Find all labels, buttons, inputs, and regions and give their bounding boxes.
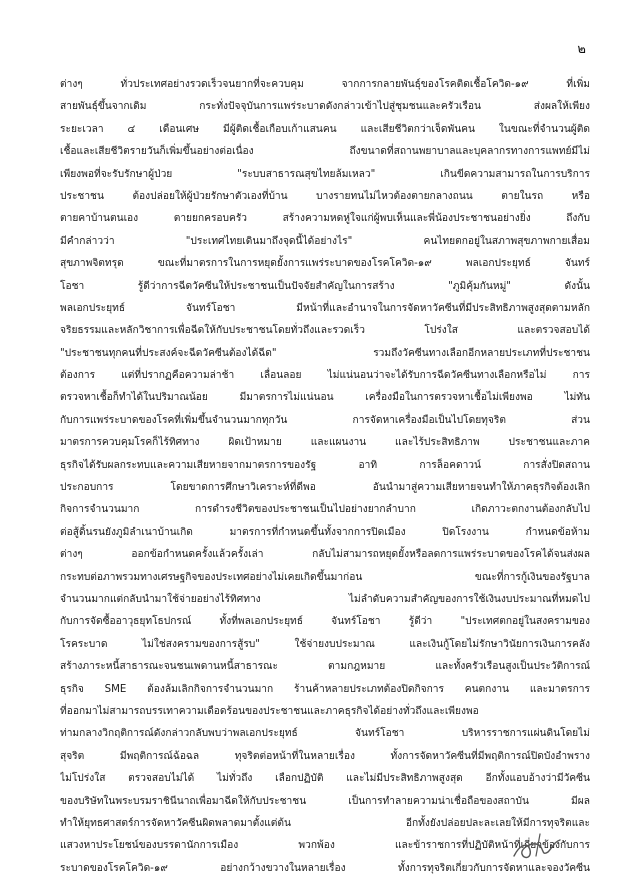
text-line: เพียงพอที่จะรับรักษาผู้ป่วย "ระบบสาธารณสุขไทยล้มเหลว" เกินขีดความสามารถในการบริการ [60,168,590,180]
text-line: ท่ามกลางวิกฤติการณ์ดังกล่าวกลับพบว่าพลเอกประยุทธ์ จันทร์โอชา บริหารราชการแผ่นดินโดยไม่ [60,728,590,740]
text-line: กิจการจำนวนมาก การดำรงชีวิตของประชาชนเป็นไปอย่างยากลำบาก เกิดภาวะตกงานต้องกลับไป [60,504,590,516]
text-line: ทำให้ยุทธศาสตร์การจัดหาวัคซีนผิดพลาดมาตั้งแต่ต้น อีกทั้งยังปล่อยปละละเลยให้มีการทุจริตและ [60,817,590,829]
text-line: กระทบต่อภาพรวมทางเศรษฐกิจของประเทศอย่างไม่เคยเกิดขึ้นมาก่อน ขณะที่การกู้เงินของรัฐบาล [60,571,590,583]
text-line: เชื้อและเสียชีวิตรายวันก็เพิ่มขึ้นอย่างต่อเนื่อง ถึงขนาดที่สถานพยาบาลและบุคลากรทางการแพทย์มีไม่ [60,146,590,158]
text-line: ของบริษัทในพระบรมราชินีนาถเพื่อมาฉีดให้กับประชาชน เป็นการทำลายความน่าเชื่อถือของสถาบัน มีผล [60,795,590,807]
text-line: ต่อสู้ดิ้นรนยังภูมิลำเนาบ้านเกิด มาตรการที่กำหนดขึ้นทั้งจากการปิดเมือง ปิดโรงงาน กำหนดข้อห้าม [60,526,590,538]
text-line: โอชา รู้ดีว่าการฉีดวัคซีนให้ประชาชนเป็นปัจจัยสำคัญในการสร้าง "ภูมิคุ้มกันหมู่" ดังนั้น [60,280,590,292]
text-line: ธุรกิจได้รับผลกระทบและความเสียหายจากมาตรการของรัฐ อาทิ การล็อคดาวน์ การสั่งปิดสถาน [60,459,590,471]
text-line: ที่ออกมาไม่สามารถบรรเทาความเดือดร้อนของประชาชนและภาคธุรกิจได้อย่างทั่วถึงและเพียงพอ [60,705,479,717]
text-line: มาตรการควบคุมโรคก็ไร้ทิศทาง ผิดเป้าหมาย และแผนงาน และไร้ประสิทธิภาพ ประชาชนและภาค [60,437,590,449]
text-line: ไม่โปร่งใส ตรวจสอบไม่ได้ ไม่ทั่วถึง เลือกปฏิบัติ และไม่มีประสิทธิภาพสูงสุด อีกทั้งแอบอ้างว่ามีวัคซีน [60,773,590,785]
text-line: ประชาชน ต้องปล่อยให้ผู้ป่วยรักษาตัวเองที่บ้าน บางรายทนไม่ไหวต้องตายกลางถนน ตายในรถ หรือ [60,190,590,202]
text-line: พลเอกประยุทธ์ จันทร์โอชา มีหน้าที่และอำนาจในการจัดหาวัคซีนที่มีประสิทธิภาพสูงสุดตามหลัก [60,302,590,314]
page-number: ๒ [577,42,586,57]
text-line: สร้างภาระหนี้สาธารณะจนชนเพดานหนี้สาธารณะ ตามกฎหมาย และทั้งครัวเรือนสูงเป็นประวัติการณ์ [60,661,590,673]
signature-mark [510,826,566,866]
text-line: ประกอบการ โดยขาดการศึกษาวิเคราะห์ที่ดีพอ อันนำมาสู่ความเสียหายจนทำให้ภาคธุรกิจต้องเลิก [60,482,590,494]
text-line: สุขภาพจิตทรุด ขณะที่มาตรการในการหยุดยั้งการแพร่ระบาดของโรคโควิด-๑๙ พลเอกประยุทธ์ จันทร์ [60,258,590,270]
text-line: กับการจัดซื้ออาวุธยุทโธปกรณ์ ทั้งที่พลเอกประยุทธ์ จันทร์โอชา รู้ดีว่า "ประเทศตกอยู่ในสงครามของ [60,616,590,628]
text-line: ต่างๆ ออกข้อกำหนดครั้งแล้วครั้งเล่า กลับไม่สามารถหยุดยั้งหรือลดการแพร่ระบาดของโรคได้จนส่งผล [60,549,590,561]
text-line: ระยะเวลา ๔ เดือนเศษ มีผู้ติดเชื้อเกือบเก้าแสนคน และเสียชีวิตกว่าเจ็ดพันคน ในขณะที่จำนวนผู้ติด [60,123,590,135]
text-line: จำนวนมากแต่กลับนำมาใช้จ่ายอย่างไร้ทิศทาง ไม่ลำดับความสำคัญของการใช้เงินงบประมาณที่หมดไป [60,593,590,605]
text-line: กับการแพร่ระบาดของโรคที่เพิ่มขึ้นจำนวนมากทุกวัน การจัดหาเครื่องมือเป็นไปโดยทุจริต ส่วน [60,414,590,426]
text-line: ธุรกิจ SME ต้องล้มเลิกกิจการจำนวนมาก ร้านค้าหลายประเภทต้องปิดกิจการ คนตกงาน และมาตรการ [60,683,590,695]
text-line: จริยธรรมและหลักวิชาการเพื่อฉีดให้กับประชาชนโดยทั่วถึงและรวดเร็ว โปร่งใส และตรวจสอบได้ [60,325,590,337]
text-line: ตายคาบ้านตนเอง ตายยกครอบครัว สร้างความหดหู่ใจแก่ผู้พบเห็นและพี่น้องประชาชนอย่างยิ่ง ถึงกับ [60,213,590,225]
text-line: ต้องการ แต่ที่ปรากฏคือความล่าช้า เลื่อนลอย ไม่แน่นอนว่าจะได้รับการฉีดวัคซีนทางเลือกหรือไม่ การ [60,370,590,382]
text-line: แสวงหาประโยชน์ของบรรดานักการเมือง พวกพ้อง และข้าราชการที่ปฏิบัติหน้าที่เกี่ยวข้องกับการ [60,840,590,852]
text-line: ต่างๆ ทั่วประเทศอย่างรวดเร็วจนยากที่จะควบคุม จากการกลายพันธุ์ของโรคติดเชื้อโควิด-๑๙ ที่เพิ่ม [60,79,590,90]
text-line: สายพันธุ์ขึ้นจากเดิม กระทั่งปัจจุบันการแพร่ระบาดดังกล่าวเข้าไปสู่ชุมชนและครัวเรือน ส่งผลให้เพียง [60,101,590,113]
body-paragraph [60,74,590,880]
text-line: ระบาดของโรคโควิด-๑๙ อย่างกว้างขวางในหลายเรื่อง ทั้งการทุจริตเกี่ยวกับการจัดหาและจองวัคซีน [60,862,590,874]
text-line: มีคำกล่าวว่า "ประเทศไทยเดินมาถึงจุดนี้ได้อย่างไร" คนไทยตกอยู่ในสภาพสุขภาพกายเสื่อม [60,235,590,247]
text-line: "ประชาชนทุกคนที่ประสงค์จะฉีดวัคซีนต้องได้ฉีด" รวมถึงวัคซีนทางเลือกอีกหลายประเภทที่ประชาชน [60,347,590,359]
text-line: สุจริต มีพฤติการณ์ฉ้อฉล ทุจริตต่อหน้าที่ในหลายเรื่อง ทั้งการจัดหาวัคซีนที่มีพฤติการณ์ปิดบังอำพราง [60,750,590,762]
text-line: โรคระบาด ไม่ใช่สงครามของการสู้รบ" ใช้จ่ายงบประมาณ และเงินกู้โดยไม่รักษาวินัยการเงินการคลัง [60,638,590,650]
text-line: ตรวจหาเชื้อก็ทำได้ในปริมาณน้อย มีมาตรการไม่แน่นอน เครื่องมือในการตรวจหาเชื้อไม่เพียงพอ ไม่ทัน [60,392,590,404]
